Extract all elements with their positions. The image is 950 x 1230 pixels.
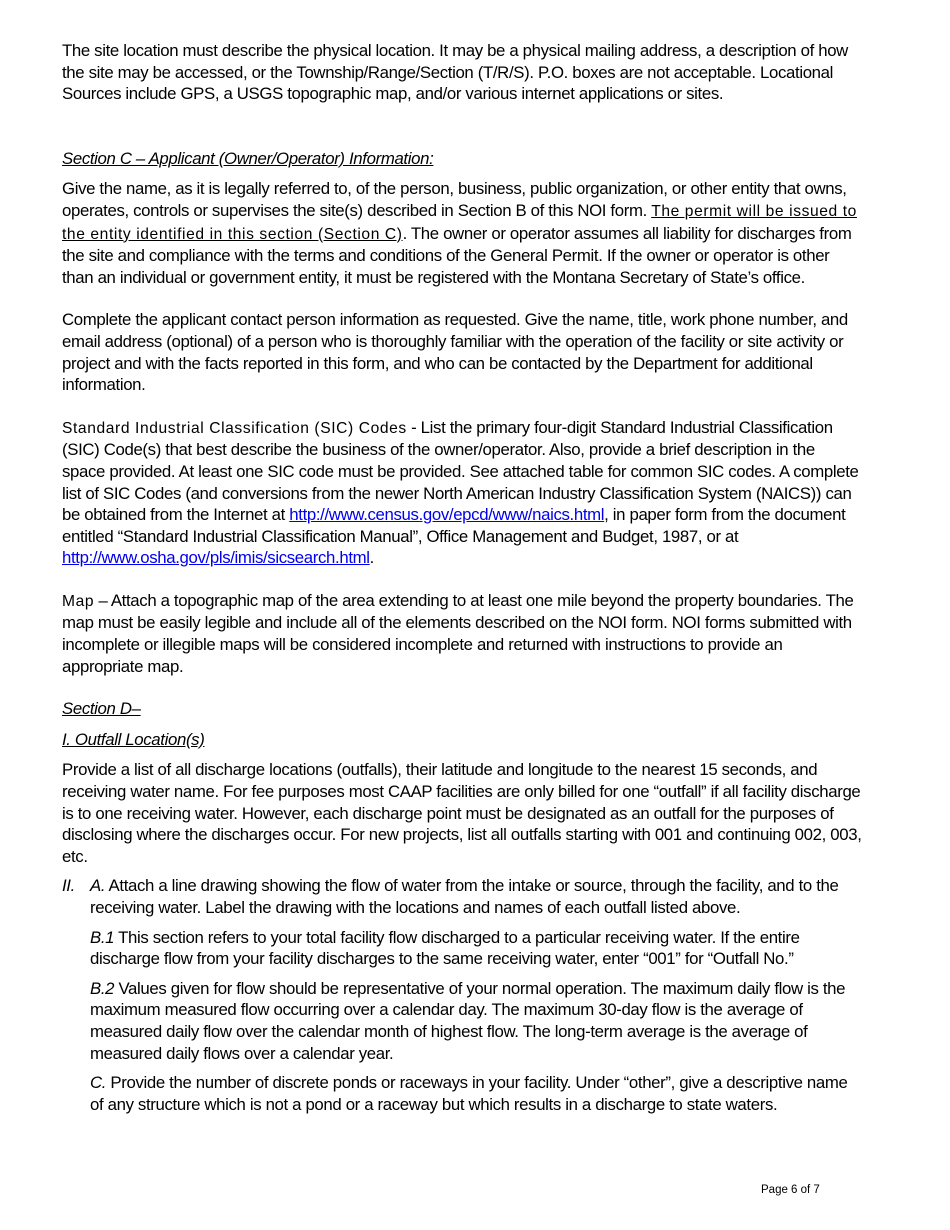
outfall-location-subheading: I. Outfall Location(s) <box>62 729 205 749</box>
map-text: – Attach a topographic map of the area extending to at least one mile beyond the property boundaries. The map must be easily legible and include all of the elements described on the NOI form. NOI forms submitted with incomplete or illegible maps will be considered incomplete and returned with instructions to provide an appropriate map. <box>62 590 854 676</box>
section-d-heading: Section D– <box>62 699 141 719</box>
applicant-text-2: . The owner or operator assumes all liability for discharges from the site and compliance with the terms and conditions of the General Permit. If the owner or operator is other than an individual or government entity, it must be registered with the Montana Secretary of State’s office. <box>62 223 852 287</box>
item-b1-label: B.1 <box>90 927 115 947</box>
page-number: Page 6 of 7 <box>761 1184 820 1196</box>
map-paragraph <box>62 590 862 677</box>
item-c-text: Provide the number of discrete ponds or raceways in your facility. Under “other”, give a descriptive name of any structure which is not a pond or a raceway but which results in a discharge to state waters. <box>90 1073 848 1114</box>
applicant-name-paragraph <box>62 178 862 288</box>
applicant-text-1: Give the name, as it is legally referred to, of the person, business, public organization, or other entity that owns, operates, controls or supervises the site(s) described in Section B of this NOI form. <box>62 179 847 220</box>
osha-sic-search-link[interactable]: http://www.osha.gov/pls/imis/sicsearch.html <box>62 548 370 568</box>
section-c-heading: Section C – Applicant (Owner/Operator) Information: <box>62 148 434 168</box>
sic-text-2: , in paper form from the document entitled “Standard Industrial Classification Manual”, Office Management and Budget, 1987, or at <box>62 505 846 546</box>
site-location-paragraph: The site location must describe the physical location. It may be a physical mailing address, a description of how the site may be accessed, or the Township/Range/Section (T/R/S). P.O. boxes are not acceptable. Locational Sources include GPS, a USGS topographic map, and/or various internet applications or sites. <box>62 41 848 104</box>
sic-codes-term: Standard Industrial Classification (SIC) Codes <box>62 419 407 437</box>
map-term: Map <box>62 592 95 610</box>
item-b2-text: Values given for flow should be representative of your normal operation. The maximum daily flow is the maximum measured flow occurring over a calendar day. The maximum 30-day flow is the average of measured daily flow over the calendar month of highest flow. The long-term average is the average of measured daily flows over a calendar year. <box>90 978 846 1063</box>
item-c <box>62 1072 862 1115</box>
item-c-label: C. <box>90 1073 107 1093</box>
item-a-label: A. <box>90 876 106 896</box>
item-b1-text: This section refers to your total facility flow discharged to a particular receiving water. If the entire discharge flow from your facility discharges to the same receiving water, enter “001” for “Outfall No.” <box>90 927 800 969</box>
item-b2-label: B.2 <box>90 978 115 998</box>
contact-person-paragraph: Complete the applicant contact person information as requested. Give the name, title, work phone number, and email address (optional) of a person who is thoroughly familiar with the operation of the facility or site activity or project and with the facts reported in this form, and who can be contacted by the Department for additional information. <box>62 310 848 395</box>
sic-codes-paragraph <box>62 417 862 569</box>
sic-text-3: . <box>369 548 374 568</box>
document-page <box>62 40 862 1123</box>
item-ii-number: II. <box>62 876 75 896</box>
item-b1 <box>62 927 862 970</box>
permit-entity-note: The permit will be issued to the entity identified in this section (Section C) <box>62 202 857 243</box>
sic-text-1: - List the primary four-digit Standard Industrial Classification (SIC) Code(s) that best describe the business of the owner/operator. Also, provide a brief description in the space provided. At least one SIC code must be provided. See attached table for common SIC codes. A complete list of SIC Codes (and conversions from the newer North American Industry Classification System (NAICS)) can be obtained from the Internet at <box>62 417 859 525</box>
naics-link[interactable]: http://www.census.gov/epcd/www/naics.html <box>289 505 605 525</box>
item-a-text: Attach a line drawing showing the flow of water from the intake or source, through the facility, and to the receiving water. Label the drawing with the locations and names of each outfall listed above. <box>90 876 839 917</box>
item-b2 <box>62 978 862 1064</box>
item-ii-a <box>62 875 862 918</box>
outfall-location-paragraph: Provide a list of all discharge locations (outfalls), their latitude and longitude to the nearest 15 seconds, and receiving water name. For fee purposes most CAAP facilities are only billed for one “outfall” if all facility discharge is to one receiving water. However, each discharge point must be designated as an outfall for the purposes of disclosing where the discharges occur. For new projects, list all outfalls starting with 001 and continuing 002, 003, etc. <box>62 760 862 866</box>
